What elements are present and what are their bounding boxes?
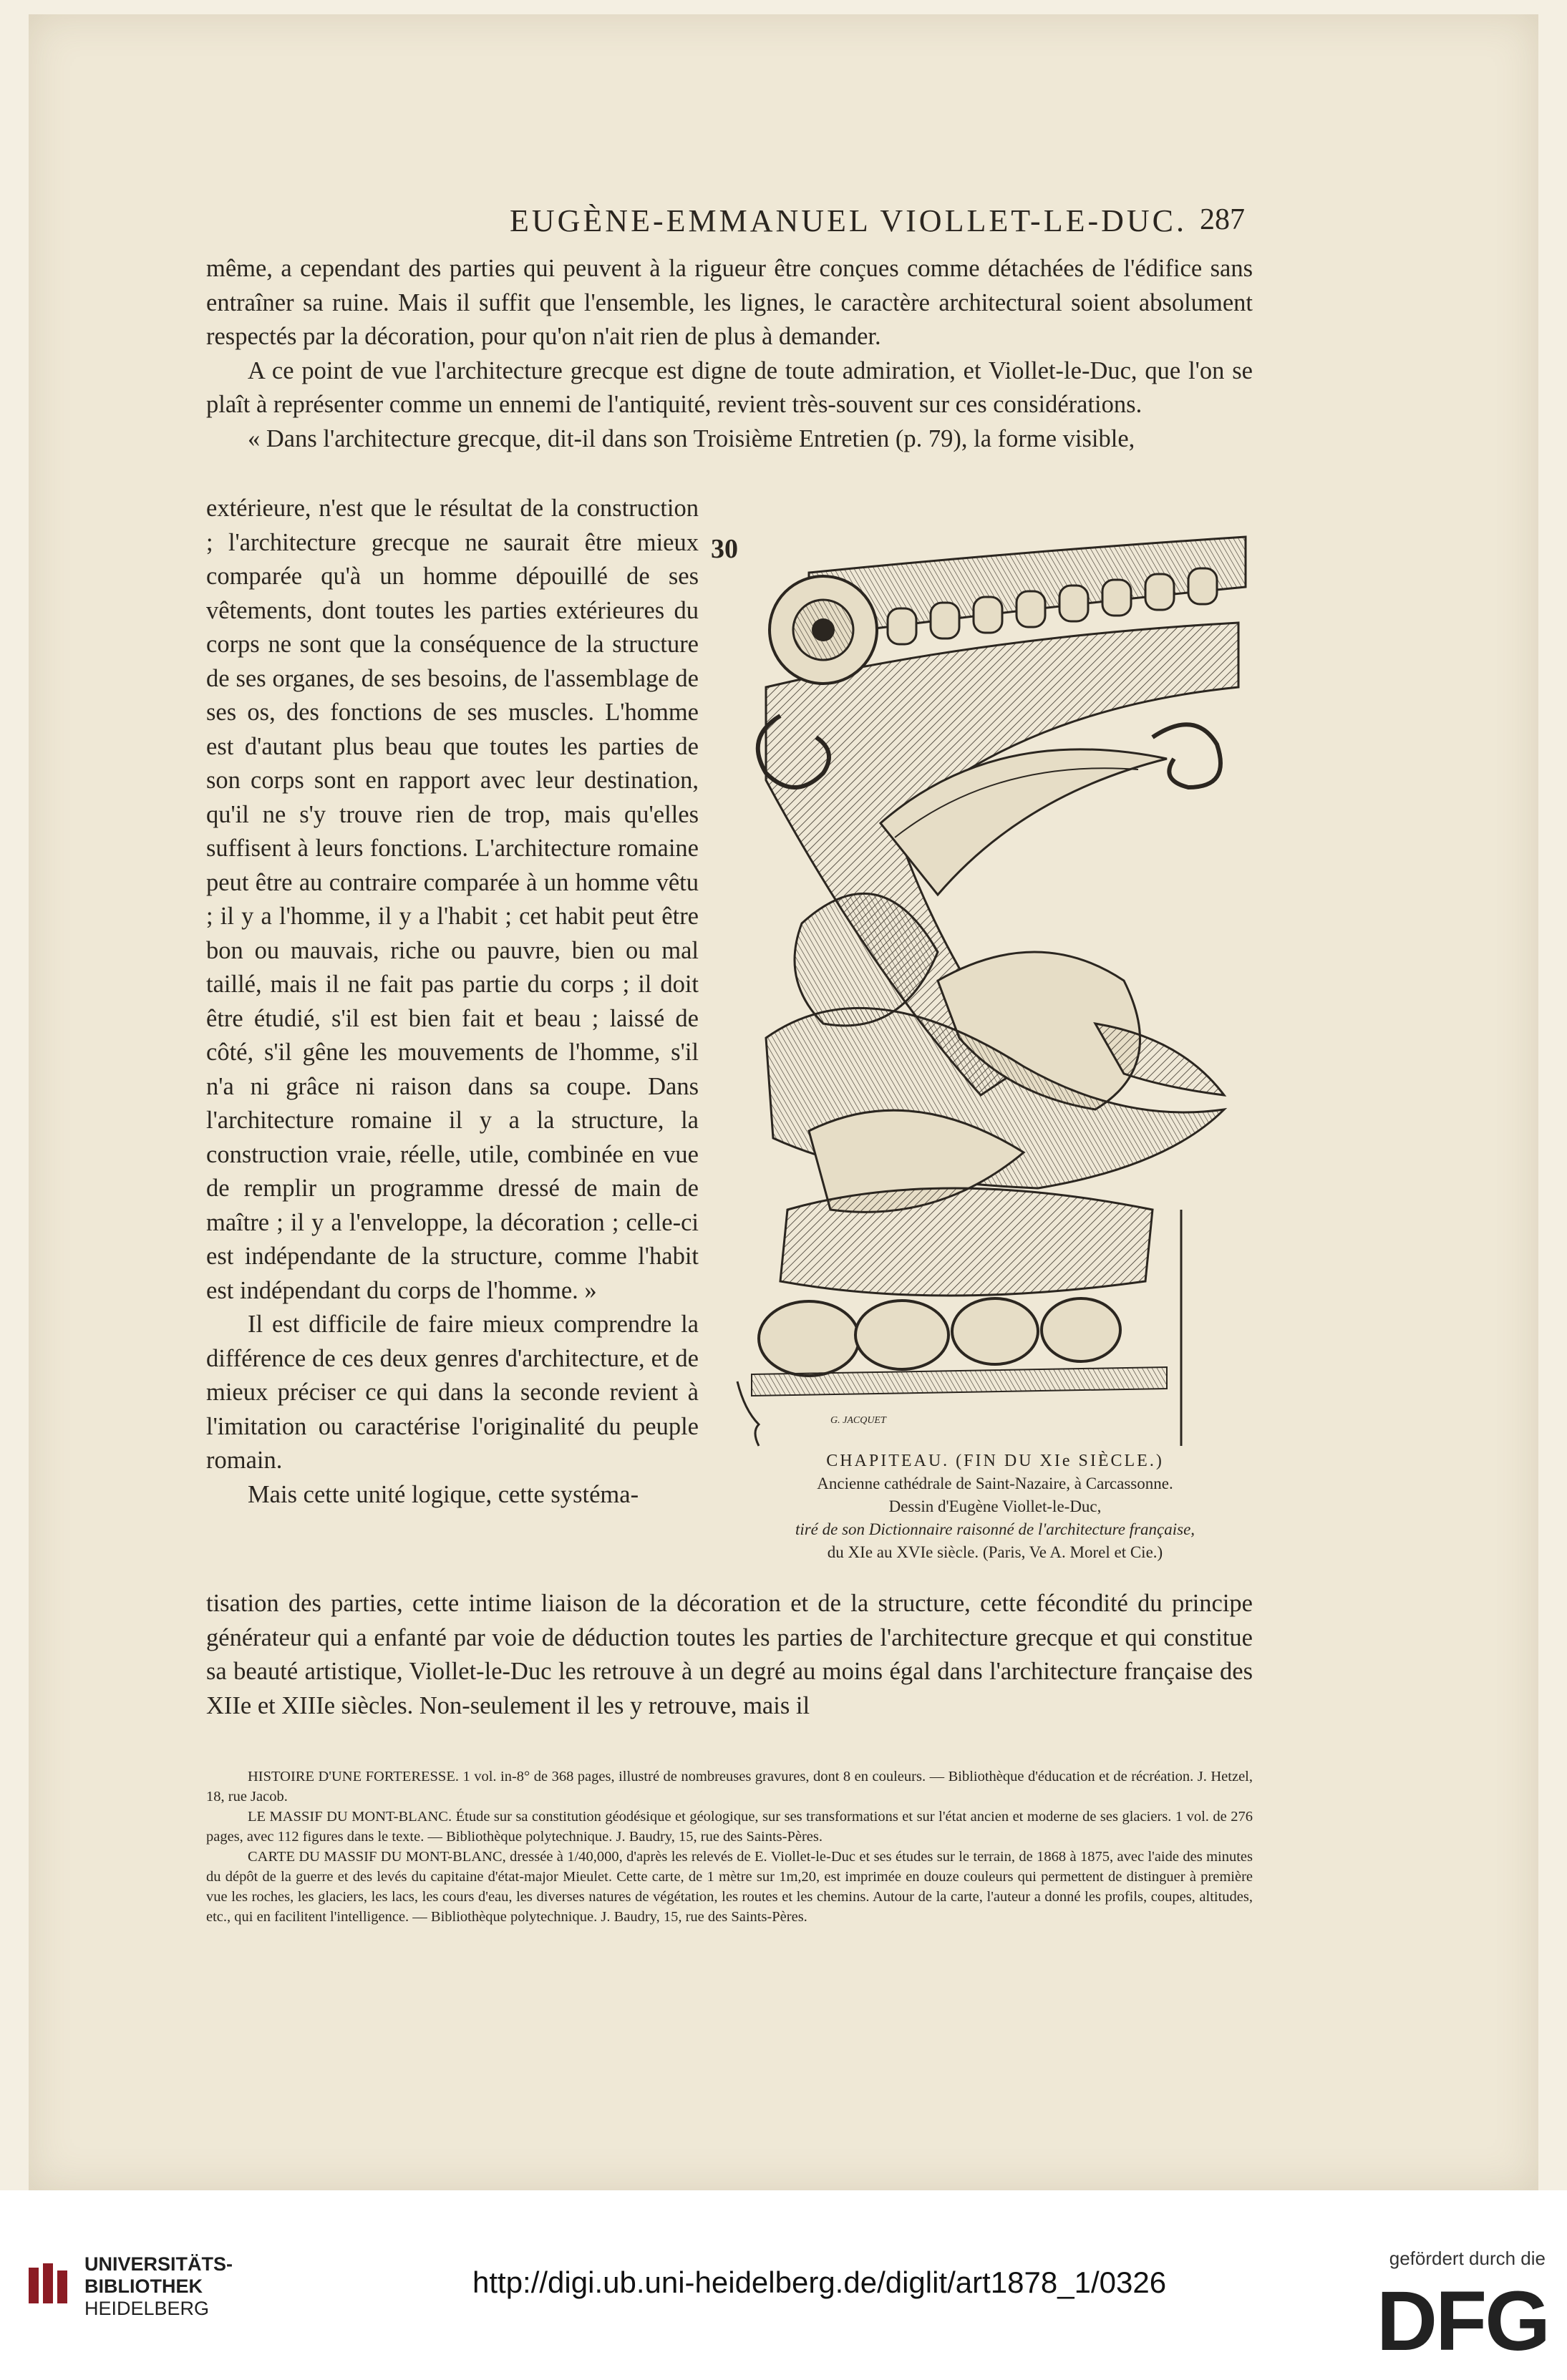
paragraph: tisation des parties, cette intime liaison de la décoration et de la structure, cette fécondité du principe générateur qui a enfanté par voie de déduction toutes les parties de l'architecture grecque et qui constitue sa beauté artistique, Viollet-le-Duc les retrouve à un degré au moins égal dans l'architecture française des XIIe et XIIIe siècles. Non-seulement il les y retrouve, mais il — [206, 1590, 1253, 1719]
paragraph: extérieure, n'est que le résultat de la construction ; l'architecture grecque ne saurait être mieux comparée qu'à un homme dépouillé de ses vêtements, dont toutes les parties extérieures du corps ne sont que la conséquence de la structure de ses organes, de ses besoins, de l'assemblage de ses os, des fonctions de ses muscles. L'homme est d'autant plus beau que toutes les parties de son corps sont en rapport avec leur destination, qu'il ne s'y trouve rien de trop, mais qu'elles suffisent à leurs fonctions. L'architecture romaine peut être au contraire comparée à un homme vêtu ; il y a l'homme, il y a l'habit ; cet habit peut être bon ou mauvais, riche ou pauvre, bien ou mal taillé, mais il ne fait pas partie du corps ; il doit être étudié, s'il est bien fait et beau ; laissé de côté, s'il gêne les mouvements de l'homme, s'il n'a ni grâce ni raison dans sa coupe. Dans l'architecture romaine il y a la structure, la construction vraie, réelle, utile, combinée en vue de remplir un programme dressé de main de maître ; il y a l'enveloppe, la décoration ; celle-ci est indépendante de la structure, comme l'habit est indépendant du corps de l'homme. » — [206, 495, 699, 1304]
capital-engraving — [723, 523, 1253, 1453]
page-number: 287 — [1200, 203, 1245, 236]
caption-credit: Dessin d'Eugène Viollet-le-Duc, — [888, 1497, 1102, 1515]
paragraph: Il est difficile de faire mieux comprendre la différence de ces deux genres d'architecture, et de mieux préciser ce qui dans la seconde revient à l'imitation ou caractérise l'originalité du peuple romain. — [206, 1311, 699, 1474]
institution-name — [84, 2253, 233, 2320]
university-library-logo-icon — [26, 2260, 76, 2311]
figure-caption — [744, 1449, 1246, 1564]
institution-line: HEIDELBERG — [84, 2298, 210, 2319]
footnotes — [206, 1767, 1253, 1927]
caption-source-text: tiré de son Dictionnaire raisonné de l'architecture française, — [795, 1520, 1195, 1538]
institution-line: BIBLIOTHEK — [84, 2275, 203, 2297]
caption-title: CHAPITEAU. (FIN DU XIe SIÈCLE.) — [826, 1452, 1164, 1470]
paragraph: Mais cette unité logique, cette systéma- — [248, 1480, 639, 1508]
figure-number: 30 — [711, 534, 738, 564]
paragraph: A ce point de vue l'architecture grecque est digne de toute admiration, et Viollet-le-Duc, que l'on se plaît à représenter comme un ennemi de l'antiquité, revient très-souvent sur ces considérations. — [206, 356, 1253, 418]
footnote: HISTOIRE D'UNE FORTERESSE. 1 vol. in-8° de 368 pages, illustré de nombreuses gravures, dont 8 en couleurs. — Bibliothèque d'éducation et de récréation. J. Hetzel, 18, rue Jacob. — [206, 1769, 1253, 1805]
caption-publisher: du XIe au XVIe siècle. (Paris, Ve A. Morel et Cie.) — [827, 1543, 1163, 1561]
paragraph: même, a cependant des parties qui peuvent à la rigueur être conçues comme détachées de l'édifice sans entraîner sa ruine. Mais il suffit que l'ensemble, les lignes, le caractère architectural soient absolument respectés par la décoration, pour qu'on n'ait rien de plus à demander. — [206, 255, 1253, 350]
engraver-signature: G. JACQUET — [830, 1415, 886, 1426]
institution-line: UNIVERSITÄTS- — [84, 2253, 233, 2275]
paragraph: « Dans l'architecture grecque, dit-il dans son Troisième Entretien (p. 79), la forme visible, — [248, 424, 1135, 452]
caption-source — [744, 1518, 1246, 1541]
caption-location: Ancienne cathédrale de Saint-Nazaire, à Carcassonne. — [817, 1475, 1173, 1492]
permalink-url[interactable]: http://digi.ub.uni-heidelberg.de/diglit/art1878_1/0326 — [472, 2265, 1167, 2299]
running-head: EUGÈNE-EMMANUEL VIOLLET-LE-DUC. — [509, 203, 1187, 238]
body-text-bottom — [206, 1587, 1253, 1723]
funded-by-label: gefördert durch die — [1389, 2248, 1546, 2269]
dfg-logo: DFG — [1376, 2274, 1548, 2369]
footnote: CARTE DU MASSIF DU MONT-BLANC, dressée à 1/40,000, d'après les relevés de E. Viollet-le-Duc et ses études sur le terrain, de 1868 à 1875, avec l'aide des minutes du dépôt de la guerre et des levés du capitaine d'état-major Mieulet. Cette carte, de 1 mètre sur 1m,20, est imprimée en douze couleurs qui permettent de distinguer à première vue les roches, les glaciers, les lacs, les cours d'eau, les diverses natures de végétation, les routes et les chemins. Autour de la carte, l'auteur a donné les profils, coupes, altitudes, etc., qui en facilitent l'intelligence. — Bibliothèque polytechnique. J. Baudry, 15, rue des Saints-Pères. — [206, 1849, 1253, 1925]
body-text-column — [206, 492, 699, 1512]
footnote: LE MASSIF DU MONT-BLANC. Étude sur sa constitution géodésique et géologique, sur ses transformations et sur l'état ancien et moderne de ses glaciers. 1 vol. de 276 pages, avec 112 figures dans le texte. — Bibliothèque polytechnique. J. Baudry, 15, rue des Saints-Pères. — [206, 1809, 1253, 1845]
body-text-top — [206, 252, 1253, 456]
